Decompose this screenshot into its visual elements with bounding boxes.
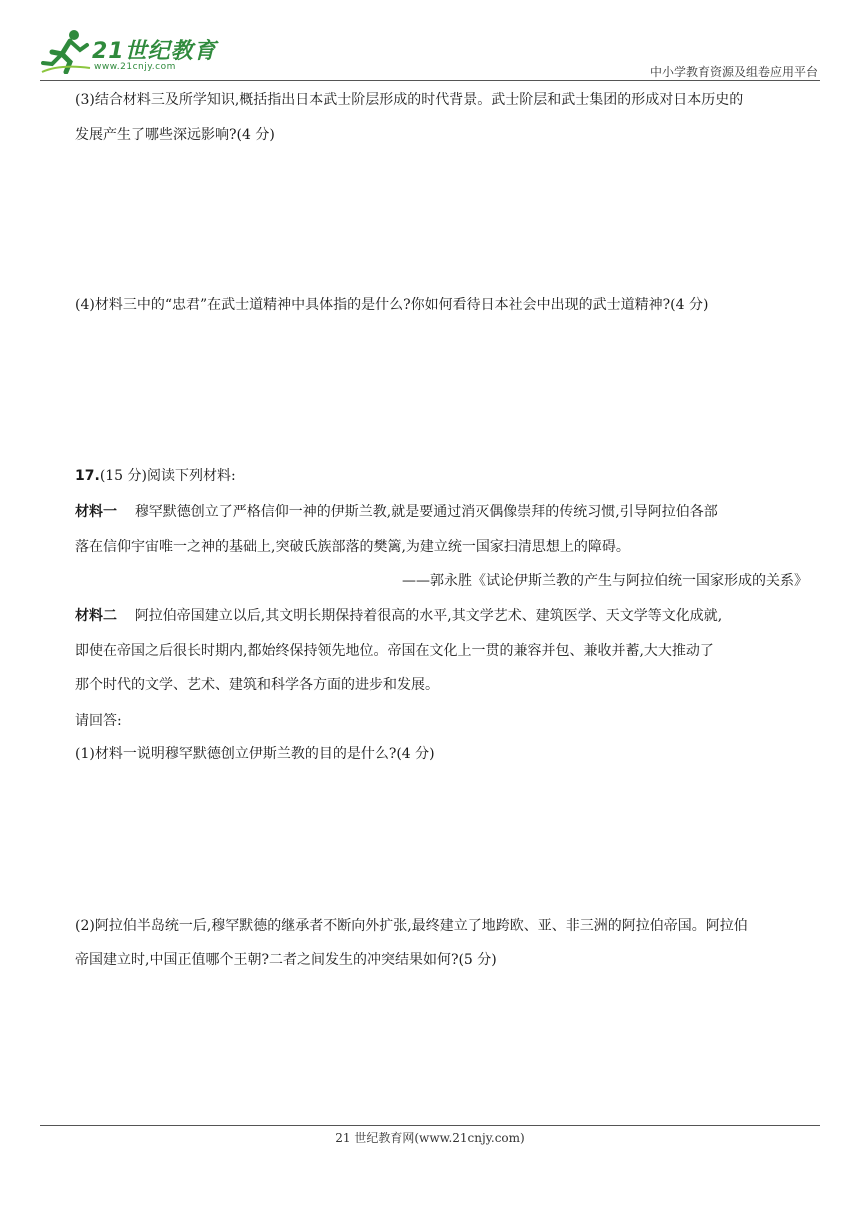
q17-intro: (15 分)阅读下列材料: — [99, 468, 236, 484]
page-footer: 21 世纪教育网(www.21cnjy.com) — [335, 1131, 525, 1145]
platform-name: 中小学教育资源及组卷应用平台 — [649, 65, 818, 79]
question-number: 17. — [75, 468, 100, 484]
q17-heading — [75, 466, 236, 486]
logo-text: 21世纪教育 — [92, 39, 217, 64]
footer-divider — [40, 1125, 820, 1126]
logo — [40, 28, 240, 76]
material-2-text: 阿拉伯帝国建立以后,其文明长期保持着很高的水平,其文学艺术、建筑医学、天文学等文化成就, — [134, 608, 723, 624]
sub-question-1: (1)材料一说明穆罕默德创立伊斯兰教的目的是什么?(4 分) — [75, 746, 435, 762]
runner-icon — [40, 28, 92, 74]
material-2-label: 材料二 — [75, 608, 117, 624]
header-divider — [40, 80, 820, 81]
q3-text-line-2: 发展产生了哪些深远影响?(4 分) — [75, 127, 275, 143]
logo-url: www.21cnjy.com — [94, 62, 176, 72]
material-2-line-1 — [75, 606, 722, 626]
sub-question-2-line-2: 帝国建立时,中国正值哪个王朝?二者之间发生的冲突结果如何?(5 分) — [75, 952, 497, 968]
q3-text-line-1: (3)结合材料三及所学知识,概括指出日本武士阶层形成的时代背景。武士阶层和武士集团的形成对日本历史的 — [75, 92, 744, 108]
material-1-label: 材料一 — [75, 504, 117, 520]
material-2-line-3: 那个时代的文学、艺术、建筑和科学各方面的进步和发展。 — [75, 677, 439, 693]
material-1-source: ——郭永胜《试论伊斯兰教的产生与阿拉伯统一国家形成的关系》 — [402, 573, 808, 589]
q4-text-line-1: (4)材料三中的“忠君”在武士道精神中具体指的是什么?你如何看待日本社会中出现的武士道精神?(4 分) — [75, 297, 709, 313]
answer-prompt: 请回答: — [75, 713, 122, 729]
material-1-text: 穆罕默德创立了严格信仰一神的伊斯兰教,就是要通过消灭偶像崇拜的传统习惯,引导阿拉伯各部 — [134, 504, 718, 520]
page-header — [0, 0, 860, 82]
material-1-line-1 — [75, 502, 718, 522]
sub-question-2-line-1: (2)阿拉伯半岛统一后,穆罕默德的继承者不断向外扩张,最终建立了地跨欧、亚、非三洲的阿拉伯帝国。阿拉伯 — [75, 918, 748, 934]
material-1-line-2: 落在信仰宇宙唯一之神的基础上,突破氏族部落的樊篱,为建立统一国家扫清思想上的障碍。 — [75, 539, 630, 555]
material-2-line-2: 即使在帝国之后很长时期内,都始终保持领先地位。帝国在文化上一贯的兼容并包、兼收并蓄,大大推动了 — [75, 643, 714, 659]
